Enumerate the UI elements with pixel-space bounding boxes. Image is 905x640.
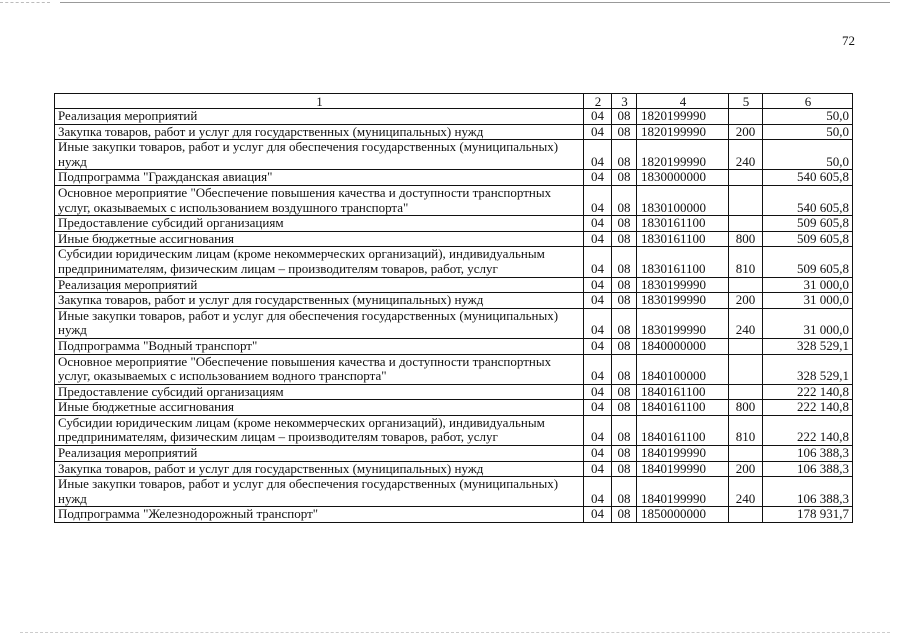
row-section: 04 <box>584 400 612 416</box>
row-subsection: 08 <box>612 216 637 232</box>
row-subsection: 08 <box>612 477 637 507</box>
table-row <box>55 308 853 338</box>
row-subsection: 08 <box>612 231 637 247</box>
table-row <box>55 415 853 445</box>
table-row <box>55 338 853 354</box>
page-number: 72 <box>842 33 855 48</box>
row-expense-type <box>729 277 763 293</box>
row-expense-type <box>729 109 763 125</box>
header-col-3: 3 <box>612 94 637 109</box>
budget-table <box>54 93 853 523</box>
table-row <box>55 293 853 309</box>
header-col-5: 5 <box>729 94 763 109</box>
row-target-article: 1840000000 <box>637 338 729 354</box>
row-subsection: 08 <box>612 185 637 215</box>
row-section: 04 <box>584 477 612 507</box>
row-target-article: 1830199990 <box>637 277 729 293</box>
row-target-article: 1840100000 <box>637 354 729 384</box>
row-target-article: 1820199990 <box>637 109 729 125</box>
row-name: Субсидии юридическим лицам (кроме некоммерческих организаций), индивидуальным предпринимателям, физическим лицам – производителям товаров, работ, услуг <box>55 247 584 277</box>
row-section: 04 <box>584 170 612 186</box>
row-section: 04 <box>584 338 612 354</box>
row-subsection: 08 <box>612 354 637 384</box>
header-col-6: 6 <box>763 94 853 109</box>
row-name: Закупка товаров, работ и услуг для государственных (муниципальных) нужд <box>55 124 584 140</box>
row-target-article: 1840161100 <box>637 400 729 416</box>
scan-edge-bottom <box>20 632 890 633</box>
row-name: Подпрограмма "Гражданская авиация" <box>55 170 584 186</box>
row-expense-type <box>729 354 763 384</box>
row-expense-type: 200 <box>729 124 763 140</box>
row-amount: 222 140,8 <box>763 400 853 416</box>
row-section: 04 <box>584 216 612 232</box>
row-amount: 540 605,8 <box>763 170 853 186</box>
row-target-article: 1820199990 <box>637 140 729 170</box>
row-name: Субсидии юридическим лицам (кроме некоммерческих организаций), индивидуальным предпринимателям, физическим лицам – производителям товаров, работ, услуг <box>55 415 584 445</box>
row-amount: 509 605,8 <box>763 216 853 232</box>
row-name: Реализация мероприятий <box>55 109 584 125</box>
row-section: 04 <box>584 277 612 293</box>
row-name: Подпрограмма "Водный транспорт" <box>55 338 584 354</box>
row-target-article: 1830161100 <box>637 216 729 232</box>
row-expense-type <box>729 185 763 215</box>
row-section: 04 <box>584 140 612 170</box>
table-row <box>55 140 853 170</box>
table-row <box>55 170 853 186</box>
row-subsection: 08 <box>612 247 637 277</box>
row-amount: 328 529,1 <box>763 354 853 384</box>
row-subsection: 08 <box>612 170 637 186</box>
row-section: 04 <box>584 461 612 477</box>
row-name: Иные бюджетные ассигнования <box>55 400 584 416</box>
row-name: Основное мероприятие "Обеспечение повышения качества и доступности транспортных услуг, оказываемых с использованием водного транспорта" <box>55 354 584 384</box>
table-row <box>55 185 853 215</box>
row-name: Реализация мероприятий <box>55 277 584 293</box>
scan-edge-top <box>60 2 890 3</box>
row-target-article: 1820199990 <box>637 124 729 140</box>
row-section: 04 <box>584 354 612 384</box>
header-col-1: 1 <box>55 94 584 109</box>
table-row <box>55 384 853 400</box>
row-section: 04 <box>584 247 612 277</box>
row-name: Предоставление субсидий организациям <box>55 384 584 400</box>
row-target-article: 1830161100 <box>637 231 729 247</box>
row-name: Основное мероприятие "Обеспечение повышения качества и доступности транспортных услуг, оказываемых с использованием воздушного транспорта" <box>55 185 584 215</box>
row-expense-type: 200 <box>729 293 763 309</box>
row-target-article: 1840161100 <box>637 384 729 400</box>
row-section: 04 <box>584 308 612 338</box>
row-amount: 106 388,3 <box>763 461 853 477</box>
row-name: Закупка товаров, работ и услуг для государственных (муниципальных) нужд <box>55 461 584 477</box>
row-expense-type <box>729 446 763 462</box>
row-expense-type <box>729 507 763 523</box>
row-amount: 31 000,0 <box>763 277 853 293</box>
row-expense-type <box>729 170 763 186</box>
row-subsection: 08 <box>612 109 637 125</box>
row-expense-type <box>729 216 763 232</box>
row-name: Реализация мероприятий <box>55 446 584 462</box>
table-row <box>55 400 853 416</box>
row-subsection: 08 <box>612 415 637 445</box>
table-row <box>55 507 853 523</box>
row-name: Подпрограмма "Железнодорожный транспорт" <box>55 507 584 523</box>
scan-edge-left <box>0 2 50 3</box>
table-row <box>55 461 853 477</box>
row-amount: 31 000,0 <box>763 293 853 309</box>
table-row <box>55 124 853 140</box>
row-target-article: 1830199990 <box>637 308 729 338</box>
row-expense-type: 240 <box>729 308 763 338</box>
row-section: 04 <box>584 415 612 445</box>
row-target-article: 1830100000 <box>637 185 729 215</box>
row-section: 04 <box>584 384 612 400</box>
header-col-4: 4 <box>637 94 729 109</box>
row-amount: 178 931,7 <box>763 507 853 523</box>
row-section: 04 <box>584 231 612 247</box>
row-section: 04 <box>584 185 612 215</box>
table-row <box>55 109 853 125</box>
row-expense-type: 200 <box>729 461 763 477</box>
row-subsection: 08 <box>612 338 637 354</box>
row-amount: 222 140,8 <box>763 384 853 400</box>
header-row <box>55 94 853 109</box>
row-subsection: 08 <box>612 277 637 293</box>
row-amount: 31 000,0 <box>763 308 853 338</box>
row-expense-type: 800 <box>729 400 763 416</box>
row-subsection: 08 <box>612 400 637 416</box>
row-expense-type: 240 <box>729 477 763 507</box>
row-target-article: 1830199990 <box>637 293 729 309</box>
row-expense-type: 240 <box>729 140 763 170</box>
row-expense-type: 810 <box>729 247 763 277</box>
row-target-article: 1840199990 <box>637 461 729 477</box>
row-expense-type <box>729 384 763 400</box>
row-section: 04 <box>584 109 612 125</box>
row-expense-type: 800 <box>729 231 763 247</box>
row-amount: 50,0 <box>763 124 853 140</box>
row-section: 04 <box>584 124 612 140</box>
row-section: 04 <box>584 507 612 523</box>
row-section: 04 <box>584 293 612 309</box>
row-amount: 540 605,8 <box>763 185 853 215</box>
table-row <box>55 446 853 462</box>
row-expense-type: 810 <box>729 415 763 445</box>
row-subsection: 08 <box>612 293 637 309</box>
row-name: Иные закупки товаров, работ и услуг для обеспечения государственных (муниципальных) нужд <box>55 308 584 338</box>
table-row <box>55 354 853 384</box>
row-name: Иные закупки товаров, работ и услуг для обеспечения государственных (муниципальных) нужд <box>55 140 584 170</box>
table-row <box>55 277 853 293</box>
row-expense-type <box>729 338 763 354</box>
row-subsection: 08 <box>612 124 637 140</box>
row-amount: 509 605,8 <box>763 247 853 277</box>
row-amount: 328 529,1 <box>763 338 853 354</box>
table-row <box>55 216 853 232</box>
row-target-article: 1830000000 <box>637 170 729 186</box>
row-name: Закупка товаров, работ и услуг для государственных (муниципальных) нужд <box>55 293 584 309</box>
row-subsection: 08 <box>612 140 637 170</box>
row-subsection: 08 <box>612 507 637 523</box>
table-row <box>55 231 853 247</box>
row-name: Иные закупки товаров, работ и услуг для обеспечения государственных (муниципальных) нужд <box>55 477 584 507</box>
row-target-article: 1840199990 <box>637 477 729 507</box>
row-name: Предоставление субсидий организациям <box>55 216 584 232</box>
row-target-article: 1840199990 <box>637 446 729 462</box>
row-name: Иные бюджетные ассигнования <box>55 231 584 247</box>
row-subsection: 08 <box>612 446 637 462</box>
row-amount: 50,0 <box>763 109 853 125</box>
row-amount: 509 605,8 <box>763 231 853 247</box>
row-amount: 50,0 <box>763 140 853 170</box>
row-amount: 106 388,3 <box>763 477 853 507</box>
row-amount: 222 140,8 <box>763 415 853 445</box>
row-target-article: 1850000000 <box>637 507 729 523</box>
row-target-article: 1830161100 <box>637 247 729 277</box>
row-target-article: 1840161100 <box>637 415 729 445</box>
row-subsection: 08 <box>612 461 637 477</box>
row-amount: 106 388,3 <box>763 446 853 462</box>
table-row <box>55 247 853 277</box>
row-subsection: 08 <box>612 308 637 338</box>
table-row <box>55 477 853 507</box>
row-section: 04 <box>584 446 612 462</box>
header-col-2: 2 <box>584 94 612 109</box>
row-subsection: 08 <box>612 384 637 400</box>
